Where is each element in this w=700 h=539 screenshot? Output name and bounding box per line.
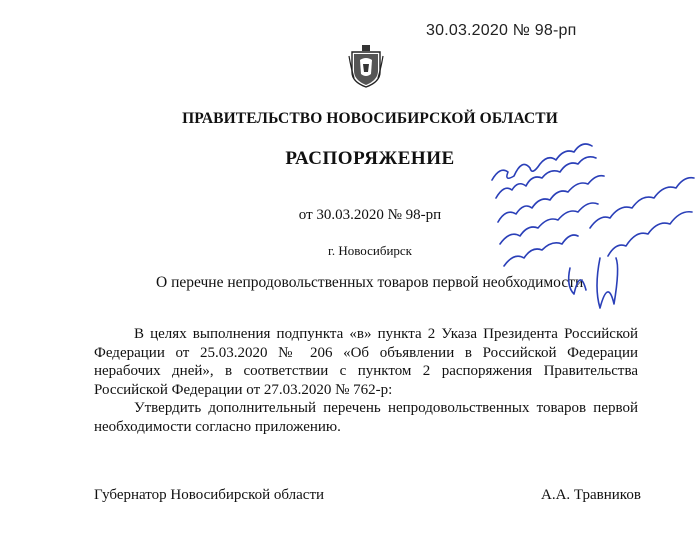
coat-of-arms-icon — [348, 44, 384, 88]
document-body — [94, 325, 638, 436]
handwritten-resolution — [470, 118, 700, 318]
document-date-number: от 30.03.2020 № 98-рп — [298, 207, 442, 223]
document-subject: О перечне непродовольственных товаров первой необходимости — [156, 274, 584, 291]
stamp-date: 30.03.2020 — [426, 22, 509, 39]
stamp-number: № 98-рп — [512, 22, 577, 39]
signatory-title: Губернатор Новосибирской области — [94, 487, 325, 503]
body-paragraph: Утвердить дополнительный перечень непродовольственных товаров первой необходимости согласно приложению. — [94, 400, 638, 435]
signatory-name: А.А. Травников — [541, 487, 641, 503]
document-type: РАСПОРЯЖЕНИЕ — [285, 148, 455, 169]
organization-header: ПРАВИТЕЛЬСТВО НОВОСИБИРСКОЙ ОБЛАСТИ — [182, 110, 558, 127]
registration-stamp — [426, 22, 576, 40]
body-paragraph: В целях выполнения подпункта «в» пункта 2 Указа Президента Российской Федерации от 25.03.2020 № 206 «Об объявлении в Российской Федерации нерабочих дней», в соответствии с пунктом 2 распоряжения Правительства Российской Федерации от 27.03.2020 № 762-р: — [94, 326, 638, 398]
city: г. Новосибирск — [327, 243, 412, 258]
